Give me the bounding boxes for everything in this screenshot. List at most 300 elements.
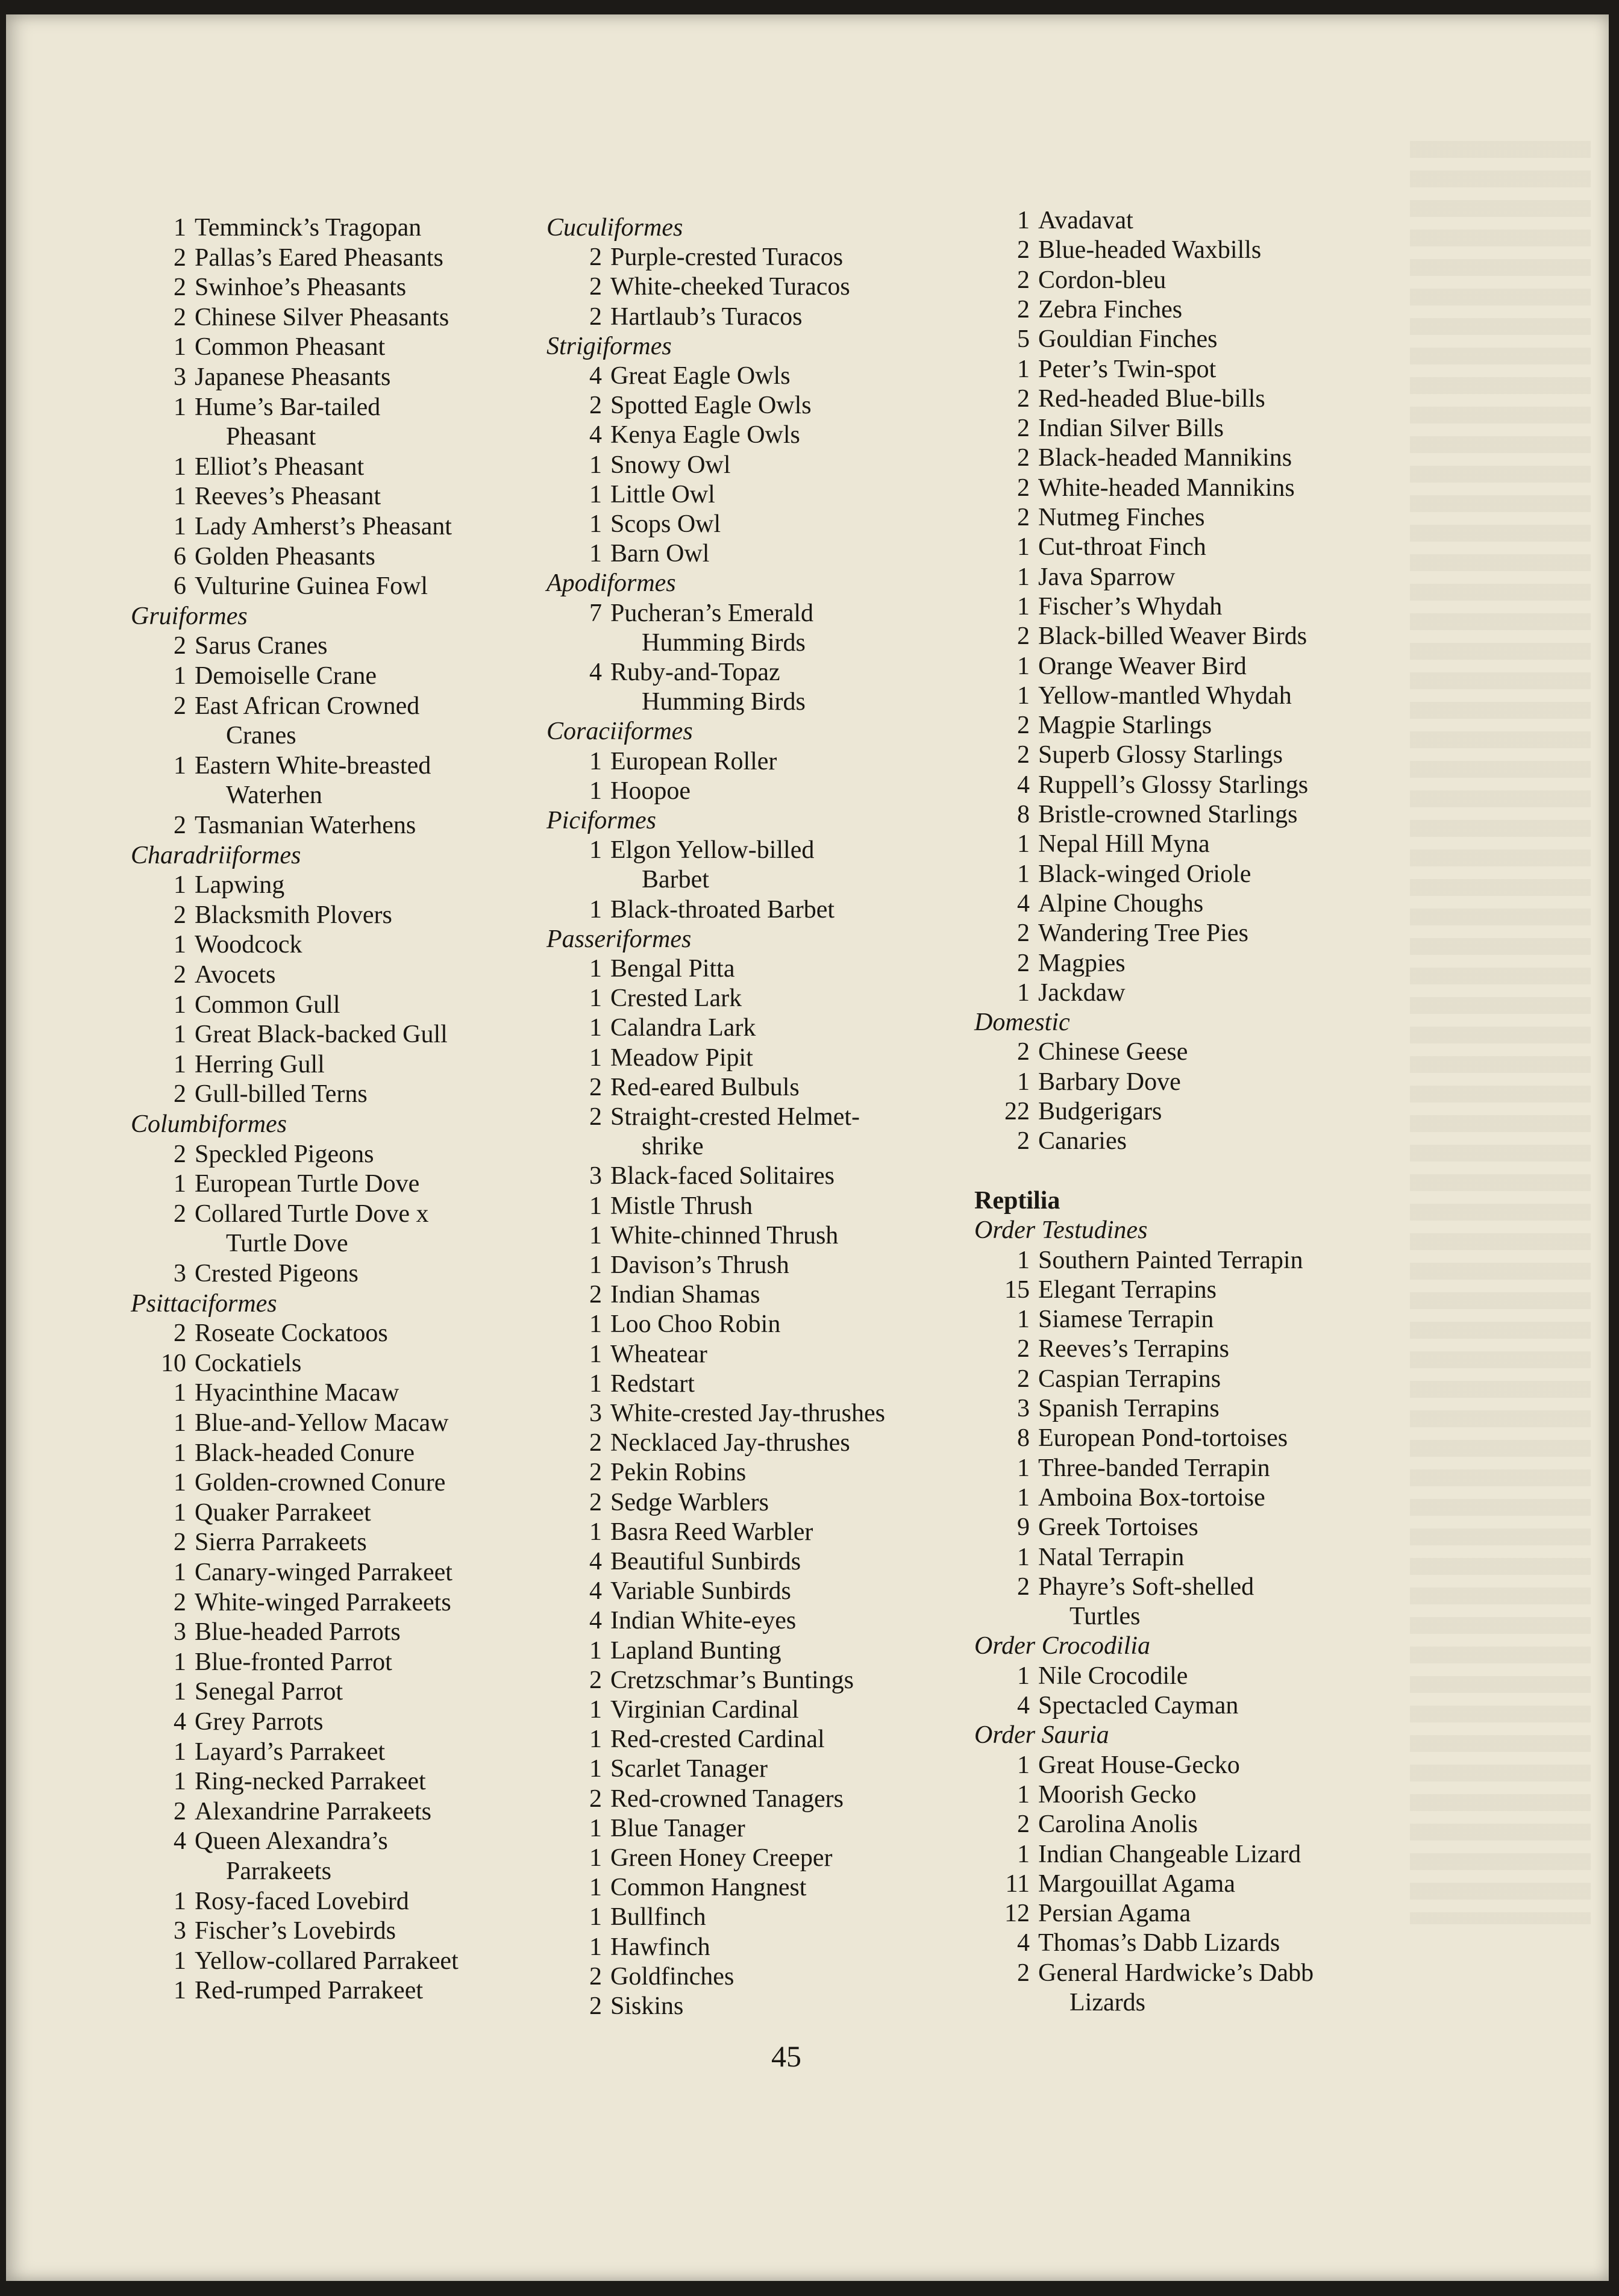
item-count: 1 [589, 1043, 602, 1072]
list-item [997, 1394, 1220, 1424]
item-name: White-headed Mannikins [1038, 474, 1295, 502]
item-count: 1 [589, 1014, 602, 1042]
list-item [997, 1869, 1235, 1899]
item-count: 1 [174, 1469, 186, 1497]
item-name: Chinese Silver Pheasants [195, 303, 449, 331]
item-name: Redstart [610, 1369, 695, 1398]
item-count: 1 [174, 871, 186, 899]
item-name: Tasmanian Waterhens [195, 812, 416, 839]
item-count: 1 [589, 1340, 602, 1368]
item-count: 1 [1017, 1840, 1030, 1868]
item-name: Nutmeg Finches [1038, 504, 1205, 531]
item-name: Canary-winged Parrakeet [195, 1559, 453, 1586]
list-item [997, 1305, 1213, 1334]
item-name: Goldfinches [610, 1962, 734, 1991]
section-heading: Coraciiformes [546, 718, 693, 746]
item-name: Red-rumped Parrakeet [195, 1977, 424, 2005]
item-count: 2 [1017, 949, 1030, 977]
item-count: 2 [174, 243, 186, 272]
list-item [997, 1424, 1288, 1453]
item-name: Jackdaw [1038, 978, 1126, 1007]
item-name: Kenya Eagle Owls [610, 421, 800, 449]
item-name: Fischer’s Lovebirds [195, 1917, 396, 1945]
section-heading: Cuculiformes [546, 214, 683, 242]
list-item [997, 533, 1206, 562]
item-name: Barbary Dove [1038, 1068, 1181, 1096]
list-item [997, 1959, 1314, 1988]
item-name: Black-throated Barbet [610, 895, 835, 924]
item-name: Indian White-eyes [610, 1607, 797, 1635]
item-count: 4 [174, 1827, 186, 1856]
item-count: 1 [589, 1369, 602, 1398]
item-count: 2 [1017, 1127, 1030, 1156]
item-count: 3 [589, 1162, 602, 1190]
item-name: Wandering Tree Pies [1038, 919, 1248, 948]
list-item [997, 978, 1126, 1008]
item-name: Ring-necked Parrakeet [195, 1768, 426, 1796]
list-item [997, 1780, 1196, 1810]
item-name: Hawfinch [610, 1933, 710, 1961]
item-name: Siamese Terrapin [1038, 1306, 1214, 1334]
item-count: 1 [589, 480, 602, 508]
item-name: European Turtle Dove [195, 1170, 420, 1198]
item-name: White-chinned Thrush [610, 1221, 839, 1250]
item-name: Gouldian Finches [1038, 325, 1218, 354]
item-count: 1 [1017, 592, 1030, 621]
item-count: 2 [589, 1488, 602, 1516]
list-item [997, 681, 1292, 711]
item-name: Black-faced Solitaires [610, 1162, 835, 1190]
list-item [997, 889, 1203, 919]
item-count: 1 [174, 1498, 186, 1527]
item-count: 4 [589, 1548, 602, 1575]
list-item [997, 711, 1212, 740]
item-count: 8 [1017, 1424, 1030, 1453]
entry-continuation: Humming Birds [642, 628, 806, 657]
item-name: Budgerigars [1038, 1098, 1162, 1125]
list-item [997, 1068, 1181, 1097]
item-name: Great Eagle Owls [610, 362, 791, 390]
section-heading: Piciformes [546, 807, 656, 834]
item-name: Caspian Terrapins [1038, 1365, 1221, 1393]
item-count: 1 [589, 1874, 602, 1902]
item-name: Necklaced Jay-thrushes [610, 1429, 850, 1457]
item-count: 2 [174, 812, 186, 839]
item-count: 2 [1017, 1038, 1030, 1066]
list-item [997, 503, 1204, 533]
item-count: 2 [589, 273, 602, 301]
item-count: 2 [1017, 474, 1030, 502]
item-count: 2 [1017, 504, 1030, 531]
item-count: 3 [1017, 1395, 1030, 1422]
item-name: Great Black-backed Gull [195, 1021, 448, 1049]
class-heading: Reptilia [974, 1186, 1060, 1215]
item-count: 1 [589, 510, 602, 538]
item-name: Black-winged Oriole [1038, 860, 1251, 888]
item-name: Carolina Anolis [1038, 1810, 1198, 1839]
item-count: 9 [1017, 1513, 1030, 1542]
item-count: 2 [589, 1073, 602, 1101]
item-name: White-crested Jay-thrushes [610, 1400, 885, 1427]
item-count: 2 [174, 961, 186, 989]
item-count: 2 [174, 632, 186, 660]
item-name: Scarlet Tanager [610, 1755, 768, 1783]
list-item [997, 1899, 1191, 1928]
item-name: Lady Amherst’s Pheasant [195, 513, 452, 540]
item-count: 1 [174, 333, 186, 361]
item-name: Sierra Parrakeets [195, 1528, 367, 1557]
item-count: 4 [1017, 889, 1030, 918]
item-count: 1 [589, 1518, 602, 1546]
item-count: 2 [1017, 384, 1030, 413]
item-name: Woodcock [195, 931, 302, 959]
item-name: Calandra Lark [610, 1014, 756, 1042]
item-count: 1 [174, 1050, 186, 1078]
item-count: 1 [589, 836, 602, 865]
item-name: Phayre’s Soft-shelled [1038, 1572, 1254, 1601]
item-count: 1 [589, 1903, 602, 1932]
item-count: 1 [174, 1648, 186, 1676]
item-name: Orange Weaver Bird [1038, 652, 1247, 680]
item-count: 1 [174, 1409, 186, 1437]
item-count: 1 [174, 452, 186, 481]
item-name: European Roller [610, 747, 777, 775]
item-count: 1 [1017, 533, 1030, 561]
item-name: Siskins [610, 1992, 684, 2020]
list-item [997, 1928, 1280, 1958]
item-count: 2 [589, 302, 602, 331]
item-count: 1 [589, 895, 602, 924]
item-name: Little Owl [610, 480, 715, 508]
list-item [997, 295, 1182, 325]
item-name: Peter’s Twin-spot [1038, 355, 1217, 383]
item-name: Java Sparrow [1038, 563, 1176, 591]
list-item [997, 266, 1166, 295]
item-count: 2 [174, 1080, 186, 1109]
item-name: Elegant Terrapins [1038, 1275, 1217, 1304]
item-count: 8 [1017, 801, 1030, 828]
list-item [997, 384, 1265, 414]
item-count: 2 [174, 1797, 186, 1825]
item-name: Herring Gull [195, 1050, 325, 1078]
list-item [997, 1662, 1188, 1691]
item-count: 1 [174, 1021, 186, 1049]
item-count: 1 [589, 984, 602, 1013]
item-count: 4 [1017, 1692, 1030, 1719]
item-count: 2 [174, 1140, 186, 1168]
section-heading: Passeriformes [546, 925, 692, 953]
item-count: 2 [1017, 444, 1030, 472]
item-name: Golden-crowned Conure [195, 1469, 446, 1497]
item-count: 2 [1017, 295, 1030, 324]
section-heading: Psittaciformes [131, 1289, 277, 1318]
list-item [997, 800, 1297, 830]
item-count: 2 [589, 392, 602, 420]
item-count: 2 [1017, 919, 1030, 948]
item-name: Virginian Cardinal [610, 1696, 799, 1724]
item-name: Elgon Yellow-billed [610, 836, 815, 865]
item-name: Layard’s Parrakeet [195, 1738, 386, 1766]
item-count: 1 [174, 751, 186, 780]
item-count: 1 [1017, 1751, 1030, 1779]
item-count: 1 [1017, 860, 1030, 888]
item-name: Sarus Cranes [195, 632, 328, 660]
item-name: Persian Agama [1038, 1900, 1191, 1928]
list-item [997, 1365, 1221, 1394]
item-count: 2 [589, 1103, 602, 1131]
item-count: 1 [1017, 1068, 1030, 1096]
list-item [997, 1543, 1184, 1572]
item-count: 2 [589, 1666, 602, 1694]
item-count: 1 [1017, 1543, 1030, 1571]
item-count: 2 [1017, 1959, 1030, 1987]
item-name: Spanish Terrapins [1038, 1395, 1220, 1422]
item-count: 4 [589, 658, 602, 686]
item-name: Zebra Finches [1038, 295, 1183, 324]
item-name: European Pond-tortoises [1038, 1424, 1288, 1453]
entry-continuation: Parrakeets [226, 1857, 331, 1885]
item-name: Nile Crocodile [1038, 1662, 1188, 1690]
entry-continuation: Lizards [1069, 1989, 1145, 2016]
entry-continuation: Turtle Dove [226, 1230, 348, 1258]
item-name: Hoopoe [610, 777, 691, 805]
item-name: Ruppell’s Glossy Starlings [1038, 771, 1309, 799]
item-count: 1 [174, 483, 186, 511]
item-name: Hume’s Bar-tailed [195, 393, 381, 421]
item-count: 4 [1017, 771, 1030, 799]
item-count: 1 [589, 1192, 602, 1220]
list-item [997, 830, 1210, 859]
item-name: Chinese Geese [1038, 1038, 1188, 1066]
item-count: 1 [174, 1738, 186, 1766]
item-name: Rosy-faced Lovebird [195, 1887, 409, 1915]
item-count: 2 [1017, 414, 1030, 443]
item-count: 1 [174, 1439, 186, 1467]
list-item [997, 1810, 1198, 1839]
list-item [997, 740, 1283, 770]
item-count: 11 [1005, 1869, 1030, 1898]
item-name: Snowy Owl [610, 451, 731, 479]
item-name: Cut-throat Finch [1038, 533, 1206, 561]
item-name: Canaries [1038, 1127, 1127, 1156]
item-name: Red-eared Bulbuls [610, 1073, 800, 1101]
item-count: 2 [174, 1319, 186, 1348]
entry-continuation: Barbet [642, 866, 709, 894]
item-count: 1 [589, 1310, 602, 1339]
item-name: Black-billed Weaver Birds [1038, 622, 1307, 651]
item-name: Spectacled Cayman [1038, 1692, 1239, 1719]
item-name: Cretzschmar’s Buntings [610, 1666, 854, 1694]
item-name: Natal Terrapin [1038, 1543, 1185, 1571]
item-count: 1 [1017, 1454, 1030, 1482]
item-name: Mistle Thrush [610, 1192, 753, 1220]
item-name: General Hardwicke’s Dabb [1038, 1959, 1314, 1987]
item-name: Blue-headed Parrots [195, 1618, 401, 1647]
item-count: 3 [174, 363, 186, 391]
item-count: 2 [174, 901, 186, 929]
item-name: Lapwing [195, 871, 285, 899]
item-count: 1 [174, 1170, 186, 1198]
item-name: Blue-and-Yellow Macaw [195, 1409, 449, 1437]
item-count: 2 [174, 274, 186, 302]
item-count: 10 [161, 1349, 186, 1377]
item-name: Three-banded Terrapin [1038, 1454, 1270, 1482]
item-count: 1 [1017, 681, 1030, 710]
section-heading: Domestic [974, 1009, 1070, 1037]
item-name: Black-headed Mannikins [1038, 444, 1292, 472]
item-count: 2 [589, 243, 602, 272]
item-name: Pucheran’s Emerald [610, 599, 814, 627]
item-count: 4 [589, 362, 602, 390]
list-item [997, 355, 1216, 384]
item-name: Straight-crested Helmet- [610, 1103, 860, 1131]
item-name: Bristle-crowned Starlings [1038, 801, 1298, 828]
item-name: Cockatiels [195, 1349, 302, 1377]
list-item [997, 474, 1295, 503]
item-count: 1 [589, 747, 602, 775]
list-item [997, 236, 1261, 265]
item-name: Pekin Robins [610, 1459, 747, 1487]
item-count: 1 [589, 1636, 602, 1665]
item-name: Blue-headed Waxbills [1038, 236, 1262, 264]
item-count: 3 [174, 1260, 186, 1287]
item-count: 1 [589, 451, 602, 479]
item-name: Avadavat [1038, 207, 1133, 234]
item-name: Crested Pigeons [195, 1260, 359, 1287]
section-heading: Columbiformes [131, 1110, 287, 1138]
item-count: 3 [174, 1618, 186, 1647]
item-name: Davison’s Thrush [610, 1251, 789, 1279]
item-count: 2 [1017, 622, 1030, 651]
item-name: Collared Turtle Dove x [195, 1200, 429, 1228]
item-count: 2 [589, 1785, 602, 1813]
item-count: 1 [174, 513, 186, 540]
item-count: 1 [174, 1977, 186, 2005]
item-count: 1 [1017, 563, 1030, 591]
item-count: 3 [174, 1917, 186, 1945]
item-name: Grey Parrots [195, 1708, 324, 1736]
section-heading: Charadriiformes [131, 841, 301, 869]
item-name: Indian Shamas [610, 1281, 760, 1309]
item-count: 1 [1017, 207, 1030, 234]
item-count: 1 [1017, 1483, 1030, 1512]
item-name: Basra Reed Warbler [610, 1518, 813, 1546]
item-name: Black-headed Conure [195, 1439, 415, 1467]
list-item [997, 1275, 1217, 1305]
item-count: 1 [589, 1221, 602, 1250]
item-count: 2 [1017, 1335, 1030, 1363]
item-count: 1 [589, 1725, 602, 1754]
entry-continuation: Cranes [226, 722, 296, 750]
item-count: 1 [589, 1844, 602, 1872]
item-count: 4 [174, 1708, 186, 1736]
item-count: 2 [174, 1588, 186, 1616]
item-name: Spotted Eagle Owls [610, 392, 812, 420]
item-name: Barn Owl [610, 540, 710, 568]
item-name: Scops Owl [610, 510, 721, 538]
item-count: 1 [174, 214, 186, 242]
entry-continuation: Waterhen [226, 781, 322, 810]
item-name: Speckled Pigeons [195, 1140, 374, 1168]
item-count: 4 [589, 1607, 602, 1635]
section-heading: Strigiformes [546, 332, 672, 360]
item-count: 1 [174, 1559, 186, 1586]
item-name: Amboina Box-tortoise [1038, 1483, 1265, 1512]
item-name: Demoiselle Crane [195, 662, 377, 690]
item-name: Blue Tanager [610, 1814, 745, 1842]
list-item [997, 1127, 1127, 1156]
item-count: 1 [1017, 1246, 1030, 1274]
item-count: 1 [589, 1696, 602, 1724]
item-count: 1 [1017, 978, 1030, 1007]
item-count: 1 [1017, 830, 1030, 859]
item-count: 1 [174, 1379, 186, 1407]
item-name: Bullfinch [610, 1903, 706, 1932]
item-count: 1 [1017, 652, 1030, 680]
list-item [997, 1454, 1270, 1483]
item-name: Reeves’s Pheasant [195, 483, 381, 511]
item-name: Green Honey Creeper [610, 1844, 833, 1872]
item-count: 4 [1017, 1929, 1030, 1957]
item-name: Gull-billed Terns [195, 1080, 368, 1109]
item-count: 2 [589, 1281, 602, 1309]
item-name: Red-crowned Tanagers [610, 1785, 844, 1813]
item-name: Margouillat Agama [1038, 1869, 1235, 1898]
item-name: Purple-crested Turacos [610, 243, 844, 272]
list-item [997, 325, 1217, 354]
item-name: Vulturine Guinea Fowl [195, 572, 428, 601]
item-count: 4 [589, 421, 602, 449]
item-name: White-winged Parrakeets [195, 1588, 451, 1616]
item-name: Yellow-mantled Whydah [1038, 681, 1292, 710]
item-count: 1 [174, 1887, 186, 1915]
item-count: 1 [589, 1251, 602, 1279]
item-count: 2 [174, 692, 186, 720]
item-name: Fischer’s Whydah [1038, 592, 1223, 621]
list-item [997, 563, 1175, 592]
item-count: 5 [1017, 325, 1030, 354]
item-count: 12 [1004, 1900, 1030, 1928]
item-name: Reeves’s Terrapins [1038, 1335, 1230, 1363]
item-name: Pallas’s Eared Pheasants [195, 243, 443, 272]
item-count: 2 [1017, 1810, 1030, 1839]
entry-continuation: Turtles [1069, 1603, 1141, 1631]
item-name: Superb Glossy Starlings [1038, 741, 1283, 769]
item-name: Blacksmith Plovers [195, 901, 392, 929]
item-name: Swinhoe’s Pheasants [195, 274, 407, 302]
item-name: Indian Silver Bills [1038, 414, 1224, 443]
item-name: Sedge Warblers [610, 1488, 769, 1516]
item-name: Yellow-collared Parrakeet [195, 1947, 459, 1975]
item-name: Indian Changeable Lizard [1038, 1840, 1301, 1868]
list-item [997, 652, 1247, 681]
item-count: 2 [589, 1962, 602, 1991]
item-count: 1 [174, 990, 186, 1019]
item-name: Bengal Pitta [610, 955, 735, 983]
item-name: Common Pheasant [195, 333, 386, 361]
item-count: 2 [1017, 1572, 1030, 1601]
item-count: 1 [174, 1768, 186, 1796]
item-count: 2 [1017, 712, 1030, 740]
item-count: 2 [589, 1459, 602, 1487]
page-number: 45 [771, 2039, 801, 2073]
item-count: 1 [1017, 1306, 1030, 1334]
item-name: Great House-Gecko [1038, 1751, 1240, 1779]
section-heading: Order Testudines [974, 1216, 1148, 1245]
item-count: 6 [174, 542, 186, 571]
item-count: 1 [589, 540, 602, 568]
item-count: 1 [1017, 1662, 1030, 1690]
